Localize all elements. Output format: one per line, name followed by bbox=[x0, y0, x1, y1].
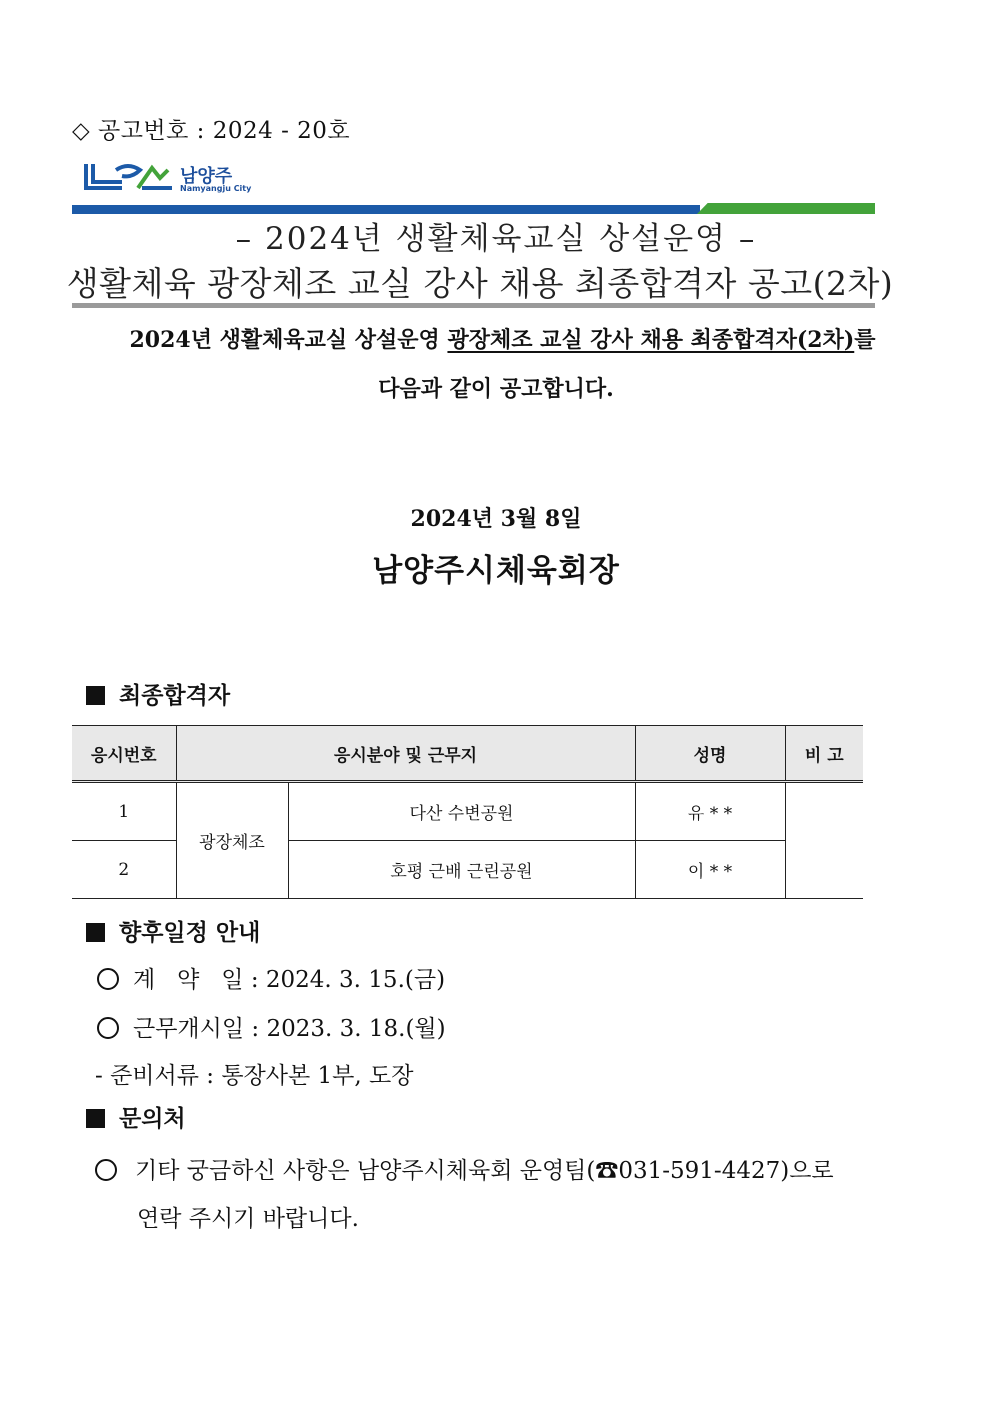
section-results-label: 최종합격자 bbox=[119, 682, 231, 709]
cell-name: 유 * * bbox=[635, 782, 785, 841]
circle-bullet-icon bbox=[97, 968, 119, 990]
contact-line-1 bbox=[95, 1147, 930, 1195]
title-underline-bar bbox=[72, 303, 875, 308]
header-field: 응시분야 및 근무지 bbox=[176, 726, 635, 782]
section-contact-heading bbox=[86, 1100, 186, 1133]
subtitle: – 2024년 생활체육교실 상설운영 – bbox=[235, 221, 757, 257]
square-bullet-icon bbox=[86, 686, 105, 705]
logo-english-text: Namyangju City bbox=[180, 184, 252, 193]
header-name: 성명 bbox=[635, 726, 785, 782]
schedule-contract bbox=[97, 961, 445, 994]
circle-bullet-icon bbox=[97, 1017, 119, 1039]
square-bullet-icon bbox=[86, 1109, 105, 1128]
cell-remarks bbox=[785, 782, 863, 899]
results-table bbox=[72, 725, 863, 899]
table-row bbox=[72, 782, 863, 841]
circle-bullet-icon bbox=[95, 1159, 117, 1181]
intro-suffix: 를 bbox=[854, 327, 876, 353]
namyangju-logo bbox=[82, 160, 252, 200]
page-title: 생활체육 광장체조 교실 강사 채용 최종합격자 공고(2차) bbox=[66, 264, 894, 303]
schedule-start-text: 근무개시일 : 2023. 3. 18.(월) bbox=[133, 1016, 446, 1042]
schedule-contract-text: 계 약 일 : 2024. 3. 15.(금) bbox=[133, 967, 446, 993]
cell-location: 다산 수변공원 bbox=[288, 782, 635, 841]
header-number: 응시번호 bbox=[72, 726, 176, 782]
announcement-date: 2024년 3월 8일 bbox=[410, 506, 582, 532]
intro-prefix: 2024년 생활체육교실 상설운영 bbox=[129, 327, 448, 353]
cell-location: 호평 근배 근린공원 bbox=[288, 841, 635, 899]
square-bullet-icon bbox=[86, 923, 105, 942]
cell-number: 2 bbox=[72, 841, 176, 899]
contact-line-2: 연락 주시기 바랍니다. bbox=[137, 1206, 359, 1232]
section-results-heading bbox=[86, 677, 230, 710]
cell-name: 이 * * bbox=[635, 841, 785, 899]
intro-underlined: 광장체조 교실 강사 채용 최종합격자(2차) bbox=[447, 327, 855, 353]
section-schedule-label: 향후일정 안내 bbox=[119, 919, 261, 946]
cell-category: 광장체조 bbox=[176, 782, 288, 899]
notice-number: ◇ 공고번호 : 2024 - 20호 bbox=[72, 118, 351, 144]
contact-text bbox=[95, 1147, 930, 1243]
intro-line-1 bbox=[0, 323, 992, 354]
logo-korean-text: 남양주 bbox=[180, 166, 233, 187]
section-contact-label: 문의처 bbox=[119, 1105, 186, 1132]
schedule-documents: - 준비서류 : 통장사본 1부, 도장 bbox=[95, 1063, 414, 1089]
contact-line-1-text: 기타 궁금하신 사항은 남양주시체육회 운영팀(☎031-591-4427)으로 bbox=[135, 1158, 834, 1184]
schedule-start bbox=[97, 1010, 446, 1043]
table-header-row bbox=[72, 726, 863, 782]
cell-number: 1 bbox=[72, 782, 176, 841]
organization-name: 남양주시체육회장 bbox=[372, 553, 620, 589]
section-schedule-heading bbox=[86, 914, 260, 947]
header-remarks: 비 고 bbox=[785, 726, 863, 782]
namyangju-logo-icon bbox=[82, 160, 174, 194]
intro-line-2: 다음과 같이 공고합니다. bbox=[378, 376, 614, 402]
